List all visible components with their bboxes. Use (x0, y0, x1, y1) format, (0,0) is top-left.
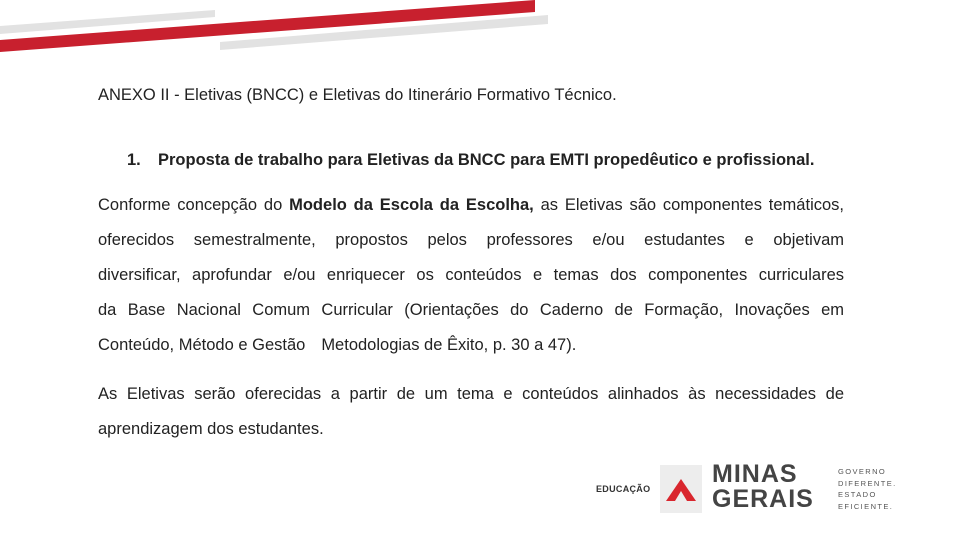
section-heading (127, 151, 814, 170)
minas-gerais-triangle-logo-icon (660, 465, 702, 513)
text-run: Conforme concepção do (98, 196, 290, 214)
paragraph-1-line-2: oferecidos semestralmente, propostos pelos professores e/ou estudantes e objetivam (98, 231, 844, 249)
department-label: EDUCAÇÃO (596, 484, 651, 494)
tagline-line-2: DIFERENTE. (838, 478, 897, 488)
section-title: Proposta de trabalho para Eletivas da BNCC para EMTI propedêutico e profissional. (158, 151, 815, 169)
paragraph-1-line-3: diversificar, aprofundar e/ou enriquecer os conteúdos e temas dos componentes curriculares (98, 266, 844, 284)
footer-branding (594, 462, 914, 522)
text-run: as Eletivas são componentes temáticos, (533, 196, 844, 214)
header-decoration (0, 0, 960, 70)
annex-heading: ANEXO II - Eletivas (BNCC) e Eletivas do Itinerário Formativo Técnico. (98, 86, 617, 104)
model-name-bold: Modelo da Escola da Escolha, (289, 196, 534, 214)
paragraph-2 (98, 377, 844, 447)
tagline-line-1: GOVERNO (838, 467, 887, 476)
paragraph-1-line-4: da Base Nacional Comum Curricular (Orientações do Caderno de Formação, Inovações em (98, 301, 844, 319)
tagline-line-4: EFICIENTE. (838, 501, 894, 511)
paragraph-1-line-5 (98, 328, 844, 363)
paragraph-2-line-1: As Eletivas serão oferecidas a partir de um tema e conteúdos alinhados às necessidades de (98, 385, 844, 403)
brand-line-1: MINAS (712, 460, 798, 488)
brand-wordmark (712, 462, 814, 512)
brand-tagline (838, 466, 897, 512)
text-run: Conteúdo, Método e Gestão (98, 336, 306, 354)
brand-line-2: GERAIS (712, 485, 814, 513)
text-run: Metodologias de Êxito, p. 30 a 47). (321, 336, 577, 354)
paragraph-1 (98, 188, 844, 363)
paragraph-1-line-1 (98, 188, 844, 223)
section-number: 1. (127, 151, 141, 169)
tagline-line-3: ESTADO (838, 490, 877, 499)
paragraph-2-line-2: aprendizagem dos estudantes. (98, 420, 324, 438)
